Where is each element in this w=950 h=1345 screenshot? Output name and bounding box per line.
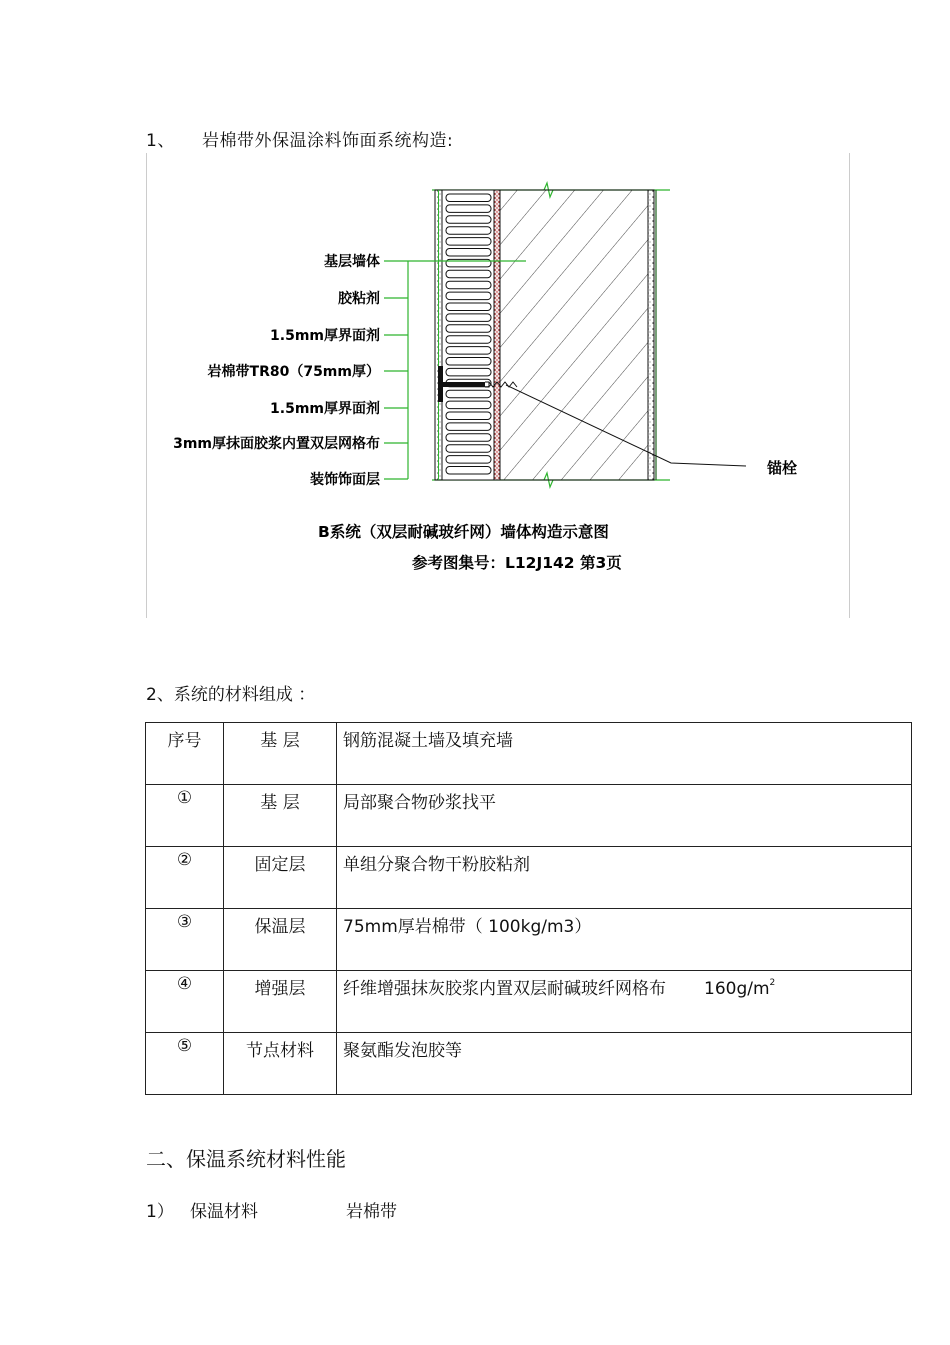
figure-reference: 参考图集号：L12J142 第3页 (412, 554, 622, 572)
section-4-line (146, 1197, 397, 1222)
table-header-row (146, 723, 912, 785)
layer-label: 1.5mm厚界面剂 (270, 401, 380, 417)
layer-label: 胶粘剂 (338, 291, 380, 307)
interface-agent-layer (494, 190, 500, 480)
row-extra (704, 978, 775, 999)
table-row (146, 1033, 912, 1095)
row-num: ③ (146, 909, 224, 971)
row-desc-text: 局部聚合物砂浆找平 (343, 793, 496, 813)
row-extra-text: 160g/m (704, 979, 770, 999)
wall-construction-diagram (146, 153, 850, 618)
section-4-label: 保温材料 (190, 1202, 258, 1222)
row-desc (337, 1033, 912, 1095)
section-1-heading (146, 126, 453, 151)
row-desc-text: 聚氨酯发泡胶等 (343, 1041, 462, 1061)
layer-label: 岩棉带TR80（75mm厚） (207, 364, 380, 380)
table-row (146, 785, 912, 847)
inner-finish-layer (648, 190, 654, 480)
row-desc (337, 971, 912, 1033)
row-num: ② (146, 847, 224, 909)
section-1-title: 岩棉带外保温涂料饰面系统构造: (202, 131, 454, 151)
row-layer: 节点材料 (224, 1033, 337, 1095)
layer-label: 基层墙体 (324, 254, 380, 270)
row-desc (337, 909, 912, 971)
row-num: ① (146, 785, 224, 847)
row-desc-text: 75mm厚岩棉带（ 100kg/m3） (343, 917, 592, 937)
row-desc-text: 纤维增强抹灰胶浆内置双层耐碱玻纤网格布 (343, 979, 666, 999)
section-4-number: 1） (146, 1202, 174, 1222)
section-2-heading: 2、系统的材料组成 ： (146, 685, 316, 705)
layer-label: 1.5mm厚界面剂 (270, 328, 380, 344)
row-layer: 增强层 (224, 971, 337, 1033)
rock-wool-layer (442, 190, 494, 480)
row-desc-text: 单组分聚合物干粉胶粘剂 (343, 855, 530, 875)
section-1-number: 1、 (146, 131, 175, 151)
header-desc: 钢筋混凝土墙及填充墙 (337, 723, 912, 785)
section-4-value: 岩棉带 (346, 1202, 397, 1222)
row-num: ④ (146, 971, 224, 1033)
figure-caption: B系统（双层耐碱玻纤网）墙体构造示意图 (318, 523, 609, 541)
table-row (146, 909, 912, 971)
anchor-label: 锚栓 (767, 459, 798, 477)
layer-label: 装饰饰面层 (310, 472, 380, 488)
row-layer: 固定层 (224, 847, 337, 909)
row-num: ⑤ (146, 1033, 224, 1095)
table-row (146, 971, 912, 1033)
base-wall (500, 190, 648, 480)
row-extra-sup: 2 (769, 978, 776, 988)
row-layer: 基 层 (224, 785, 337, 847)
row-layer: 保温层 (224, 909, 337, 971)
table-row (146, 847, 912, 909)
layer-label: 3mm厚抹面胶浆内置双层网格布 (173, 436, 380, 452)
header-layer: 基 层 (224, 723, 337, 785)
row-desc (337, 785, 912, 847)
header-num: 序号 (146, 723, 224, 785)
materials-table (145, 722, 912, 1095)
section-3-heading: 二、保温系统材料性能 (146, 1147, 346, 1171)
row-desc (337, 847, 912, 909)
